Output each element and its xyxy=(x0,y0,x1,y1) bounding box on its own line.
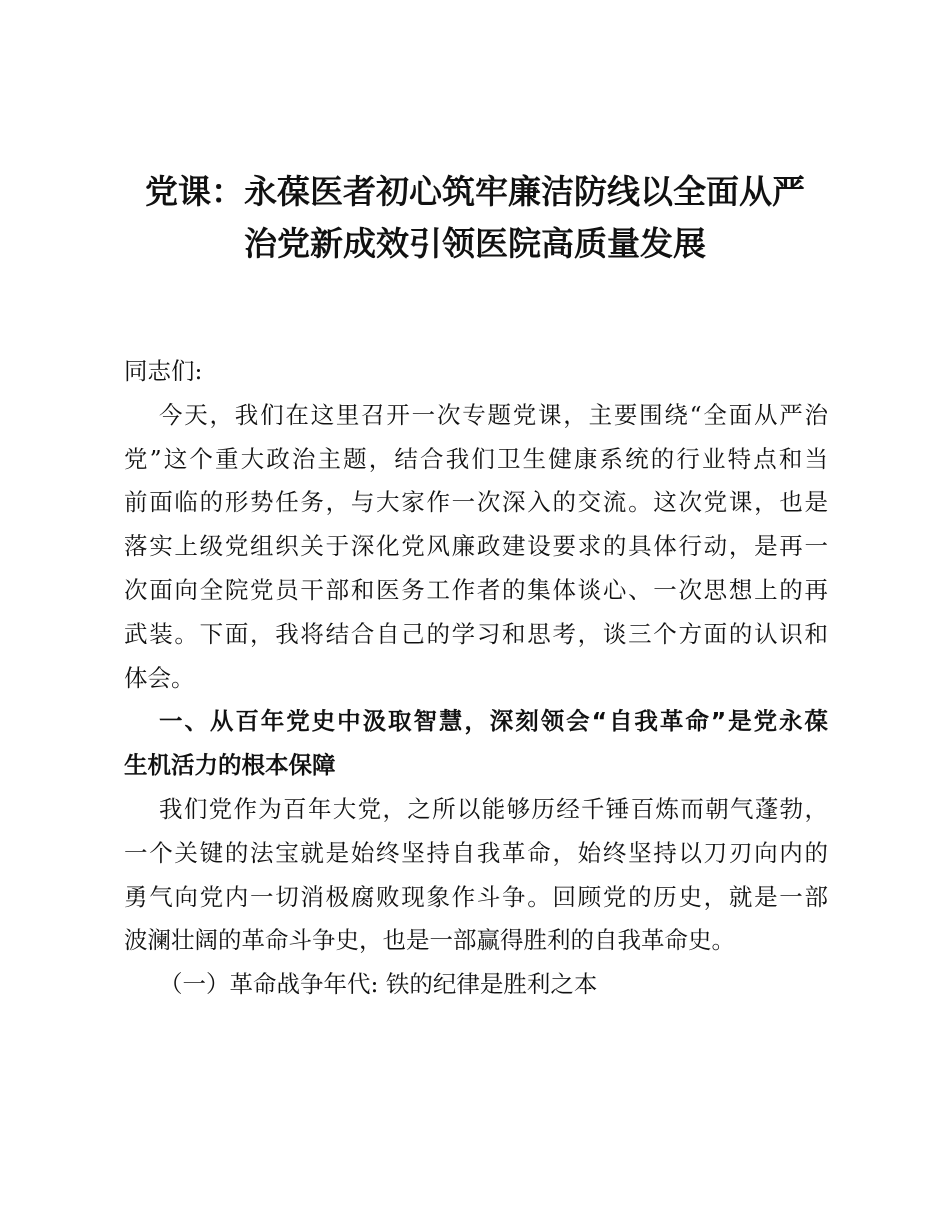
para1-line-1: 我们党作为百年大党，之所以能够历经千锤百炼而朝气蓬勃， xyxy=(159,794,828,823)
title-line-1: 党课：永葆医者初心筑牢廉洁防线以全面从严 xyxy=(145,172,805,211)
intro-line-5: 次面向全院党员干部和医务工作者的集体谈心、一次思想上的再 xyxy=(124,575,828,604)
intro-paragraph xyxy=(124,394,828,701)
document-body xyxy=(124,350,828,1007)
para1-line-4: 波澜壮阔的革命斗争史，也是一部赢得胜利的自我革命史。 xyxy=(124,926,735,955)
salutation: 同志们: xyxy=(124,357,203,385)
title-line-2: 治党新成效引领医院高质量发展 xyxy=(244,224,706,263)
heading1-line-2: 生机活力的根本保障 xyxy=(124,751,336,780)
para1-line-3: 勇气向党内一切消极腐败现象作斗争。回顾党的历史，就是一部 xyxy=(124,882,828,911)
intro-line-4: 落实上级党组织关于深化党风廉政建设要求的具体行动，是再一 xyxy=(124,532,828,561)
intro-line-6: 武装。下面，我将结合自己的学习和思考，谈三个方面的认识和 xyxy=(124,619,828,648)
document-title xyxy=(100,166,850,270)
heading1-line-1: 一、从百年党史中汲取智慧，深刻领会“自我革命”是党永葆 xyxy=(159,707,828,736)
para1-line-2: 一个关键的法宝就是始终坚持自我革命，始终坚持以刀刃向内的 xyxy=(124,838,828,867)
section-paragraph-1 xyxy=(124,788,828,963)
intro-line-7: 体会。 xyxy=(124,663,195,692)
subsection-heading-1: （一）革命战争年代: 铁的纪律是胜利之本 xyxy=(159,970,598,999)
intro-line-1: 今天，我们在这里召开一次专题党课，主要围绕“全面从严治 xyxy=(159,400,828,429)
section-heading-1 xyxy=(124,700,828,788)
intro-line-2: 党”这个重大政治主题，结合我们卫生健康系统的行业特点和当 xyxy=(124,444,828,473)
intro-line-3: 前面临的形势任务，与大家作一次深入的交流。这次党课，也是 xyxy=(124,488,828,517)
